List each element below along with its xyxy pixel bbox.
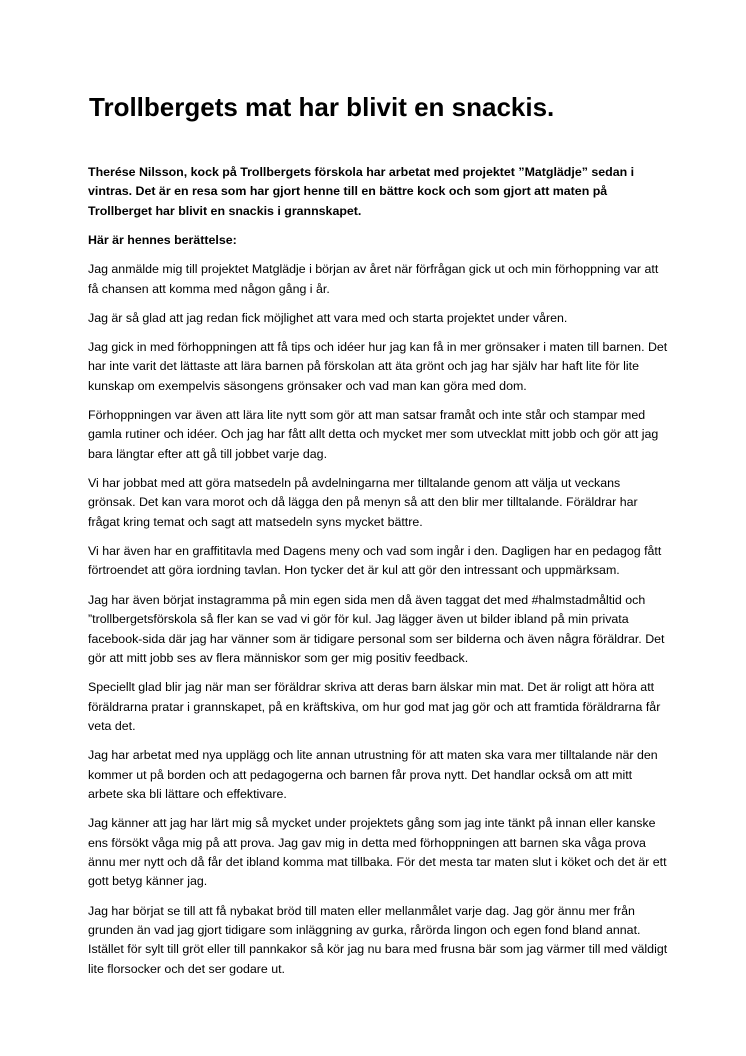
body-paragraph: Speciellt glad blir jag när man ser föräldrar skriva att deras barn älskar min mat. Det är roligt att höra att föräldrarna pratar i grannskapet, på en kräftskiva, om hur god mat jag gör och att framtida föräldrarna får veta det. (88, 680, 661, 733)
body-paragraph: Jag har arbetat med nya upplägg och lite annan utrustning för att maten ska vara mer tilltalande när den kommer ut på borden och att pedagogerna och barnen får prova nytt. Det handlar också om att mitt arbete ska bli lättare och effektivare. (88, 748, 658, 801)
body-paragraph: Jag gick in med förhoppningen att få tips och idéer hur jag kan få in mer grönsaker i maten till barnen. Det har inte varit det lättaste att lära barnen på förskolan att äta grönt och jag har själv har haft lite för lite kunskap om exempelvis säsongens grönsaker och vad man kan göra med dom. (88, 340, 668, 393)
body-paragraph: Vi har jobbat med att göra matsedeln på avdelningarna mer tilltalande genom att välja ut veckans grönsak. Det kan vara morot och då lägga den på menyn så att den blir mer tilltalande. Föräldrar har frågat kring temat och sagt att matsedeln syns mycket bättre. (88, 476, 638, 529)
body-paragraph: Jag känner att jag har lärt mig så mycket under projektets gång som jag inte tänkt på innan eller kanske ens försökt våga mig på att prova. Jag gav mig in detta med förhoppningen att barnen ska våga prova ännu mer nytt och då får det ibland komma mat tillbaka. För det mesta tar maten slut i köket och det är ett gott betyg känner jag. (88, 816, 667, 889)
intro-paragraph: Therése Nilsson, kock på Trollbergets förskola har arbetat med projektet ”Matglädje” sedan i vintras. Det är en resa som har gjort henne till en bättre kock och som gjort att maten på Trollberget har blivit en snackis i grannskapet. (88, 165, 635, 218)
body-paragraph: Jag anmälde mig till projektet Matglädje i början av året när förfrågan gick ut och min förhoppning var att få chansen att komma med någon gång i år. (88, 262, 659, 296)
document-title: Trollbergets mat har blivit en snackis. (89, 92, 555, 122)
body-paragraph: Vi har även har en graffititavla med Dagens meny och vad som ingår i den. Dagligen har en pedagog fått förtroendet att göra iordning tavlan. Hon tycker det är kul att gör den intressant och uppmärksam. (88, 544, 662, 578)
article-body (88, 163, 668, 989)
story-subheading: Här är hennes berättelse: (88, 233, 237, 248)
body-paragraph: Jag har börjat se till att få nybakat bröd till maten eller mellanmålet varje dag. Jag gör ännu mer från grunden än vad jag gjort tidigare som inläggning av gurka, rårörda lingon och egen fond bland annat. Istället för sylt till gröt eller till pannkakor så kör jag nu bara med frusna bär som jag värmer till med väldigt lite florsocker och det ser godare ut. (88, 903, 668, 976)
body-paragraph: Jag är så glad att jag redan fick möjlighet att vara med och starta projektet under våren. (88, 310, 568, 325)
body-paragraph: Förhoppningen var även att lära lite nytt som gör att man satsar framåt och inte står och stampar med gamla rutiner och idéer. Och jag har fått allt detta och mycket mer som utvecklat mitt jobb och gör att jag bara längtar efter att gå till jobbet varje dag. (88, 408, 659, 461)
body-paragraph: Jag har även börjat instagramma på min egen sida men då även taggat det med #halmstadmåltid och ”trollbergetsförskola så fler kan se vad vi gör för kul. Jag lägger även ut bilder ibland på min privata facebook-sida där jag har vänner som är tidigare personal som ser bilderna och även några föräldrar. Det gör att mitt jobb ses av flera människor som ger mig positiv feedback. (88, 592, 665, 665)
